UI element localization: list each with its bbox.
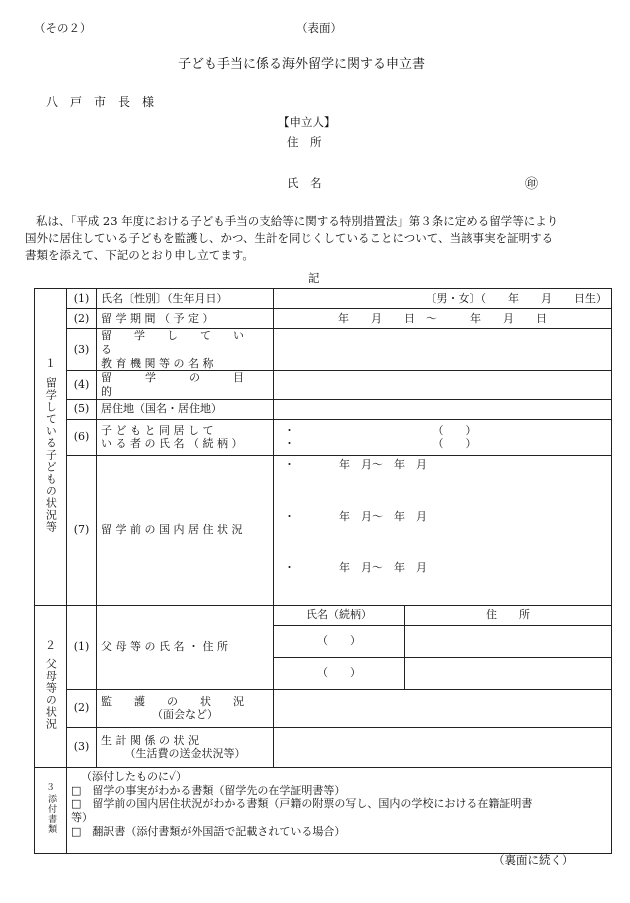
ki-label: 記 xyxy=(308,271,320,285)
intro-line-2: 国外に居住している子どもを監護し、かつ、生計を同じくしていることについて、当該事実を証明する xyxy=(25,231,554,245)
s2-row3-no: (3) xyxy=(67,727,97,767)
applicant-label: 【申立人】 xyxy=(278,115,336,129)
addressee: 八 戸 市 長 様 xyxy=(46,95,155,109)
application-form-table xyxy=(34,288,612,854)
section1-number: １ xyxy=(45,357,56,371)
section3-header xyxy=(35,767,67,853)
s2-row3-label-line2: （生活費の送金状況等） xyxy=(124,747,246,761)
side-label: （表面） xyxy=(296,21,342,35)
s1-row6-label-line2: い る 者 の 氏 名 （ 続 柄 ） xyxy=(101,437,243,451)
section2-title: 父母等の状況 xyxy=(44,658,58,731)
s2-col-address: 住 所 xyxy=(405,605,612,625)
parent1-name[interactable]: （ ） xyxy=(274,625,405,657)
intro-line-3: 書類を添えて、下記のとおり申し立てます。 xyxy=(25,248,254,262)
s1-row3-value[interactable] xyxy=(274,329,612,371)
residence-line-3: ・ 年 月～ 年 月 xyxy=(284,561,427,575)
s2-row2-no: (2) xyxy=(67,689,97,727)
s1-row2-value[interactable]: 年 月 日 ～ 年 月 日 xyxy=(274,309,612,329)
attachment-item-2-cont: 等） xyxy=(71,811,93,824)
document-title: 子ども手当に係る海外留学に関する申立書 xyxy=(178,57,426,72)
address-label: 住 所 xyxy=(287,135,322,149)
s1-row1-value[interactable]: 〔男・女〕（ 年 月 日生） xyxy=(274,289,612,309)
s2-col-name: 氏名（続柄） xyxy=(274,605,405,625)
attachment-item-1[interactable]: □ 留学の事実がわかる書類（留学先の在学証明書等） xyxy=(71,783,346,797)
s2-row2-label-line1: 監 護 の 状 況 xyxy=(101,694,244,708)
s2-row3-value[interactable] xyxy=(274,727,612,767)
cohabitant-line-1: ・ （ ） xyxy=(284,423,477,437)
section3-number: ３ xyxy=(45,782,55,793)
s1-row6-label xyxy=(97,419,274,455)
s2-row1-label: 父 母 等 の 氏 名 ・ 住 所 xyxy=(97,605,274,689)
s1-row1-no: (1) xyxy=(67,289,97,309)
name-label: 氏 名 xyxy=(287,176,322,190)
attachment-item-2[interactable]: □ 留学前の国内居住状況がわかる書類（戸籍の附票の写し、国内の学校における在籍証明書 xyxy=(71,797,533,811)
s1-row5-no: (5) xyxy=(67,399,97,419)
section1-title: 留学している子どもの状況等 xyxy=(44,376,58,533)
section3-title: 添付書類 xyxy=(46,793,57,834)
s1-row3-no: (3) xyxy=(67,329,97,371)
section1-header xyxy=(35,289,67,606)
parent1-address[interactable] xyxy=(405,625,612,657)
s1-row4-label: 留 学 の 目 的 xyxy=(97,371,274,400)
s1-row5-value[interactable] xyxy=(274,399,612,419)
s1-row7-value[interactable] xyxy=(274,455,612,605)
doc-number: （その２） xyxy=(34,21,92,35)
s1-row2-label: 留 学 期 間 （ 予 定 ） xyxy=(97,309,274,329)
s1-row6-value[interactable] xyxy=(274,419,612,455)
section2-header xyxy=(35,605,67,767)
s2-row1-no: (1) xyxy=(67,605,97,689)
s1-row6-label-line1: 子 ど も と 同 居 し て xyxy=(101,423,214,437)
s1-row7-label: 留 学 前 の 国 内 居 住 状 況 xyxy=(97,455,274,605)
s1-row7-no: (7) xyxy=(67,455,97,605)
s1-row3-label-line1: 留 学 し て い る xyxy=(101,329,266,356)
s2-row3-label-line1: 生 計 関 係 の 状 況 xyxy=(101,733,199,747)
intro-line-1: 私は、「平成 23 年度における子ども手当の支給等に関する特別措置法」第３条に定める留学等により xyxy=(36,214,559,228)
s1-row1-label: 氏名〔性別〕（生年月日） xyxy=(97,289,274,309)
s1-row4-value[interactable] xyxy=(274,371,612,400)
attachments-cell xyxy=(67,767,612,853)
s2-row2-label-line2: （面会など） xyxy=(152,708,218,722)
s1-row4-no: (4) xyxy=(67,371,97,400)
s2-row2-value[interactable] xyxy=(274,689,612,727)
s1-row6-no: (6) xyxy=(67,419,97,455)
residence-line-1: ・ 年 月～ 年 月 xyxy=(284,457,427,471)
s1-row5-label: 居住地（国名・居住地） xyxy=(97,399,274,419)
section2-number: ２ xyxy=(45,638,56,652)
s2-row2-label xyxy=(97,689,274,727)
s2-row3-label xyxy=(97,727,274,767)
cohabitant-line-2: ・ （ ） xyxy=(284,437,477,451)
parent2-address[interactable] xyxy=(405,657,612,689)
s1-row2-no: (2) xyxy=(67,309,97,329)
s1-row3-label xyxy=(97,329,274,371)
residence-line-2: ・ 年 月～ 年 月 xyxy=(284,509,427,523)
parent2-name[interactable]: （ ） xyxy=(274,657,405,689)
continued-note: （裏面に続く） xyxy=(493,853,574,867)
attachment-item-3[interactable]: □ 翻訳書（添付書類が外国語で記載されている場合） xyxy=(71,824,346,838)
attachments-heading: （添付したものに✓） xyxy=(81,769,188,783)
s1-row3-label-line2: 教 育 機 関 等 の 名 称 xyxy=(101,356,214,370)
seal-mark: ㊞ xyxy=(525,177,539,192)
